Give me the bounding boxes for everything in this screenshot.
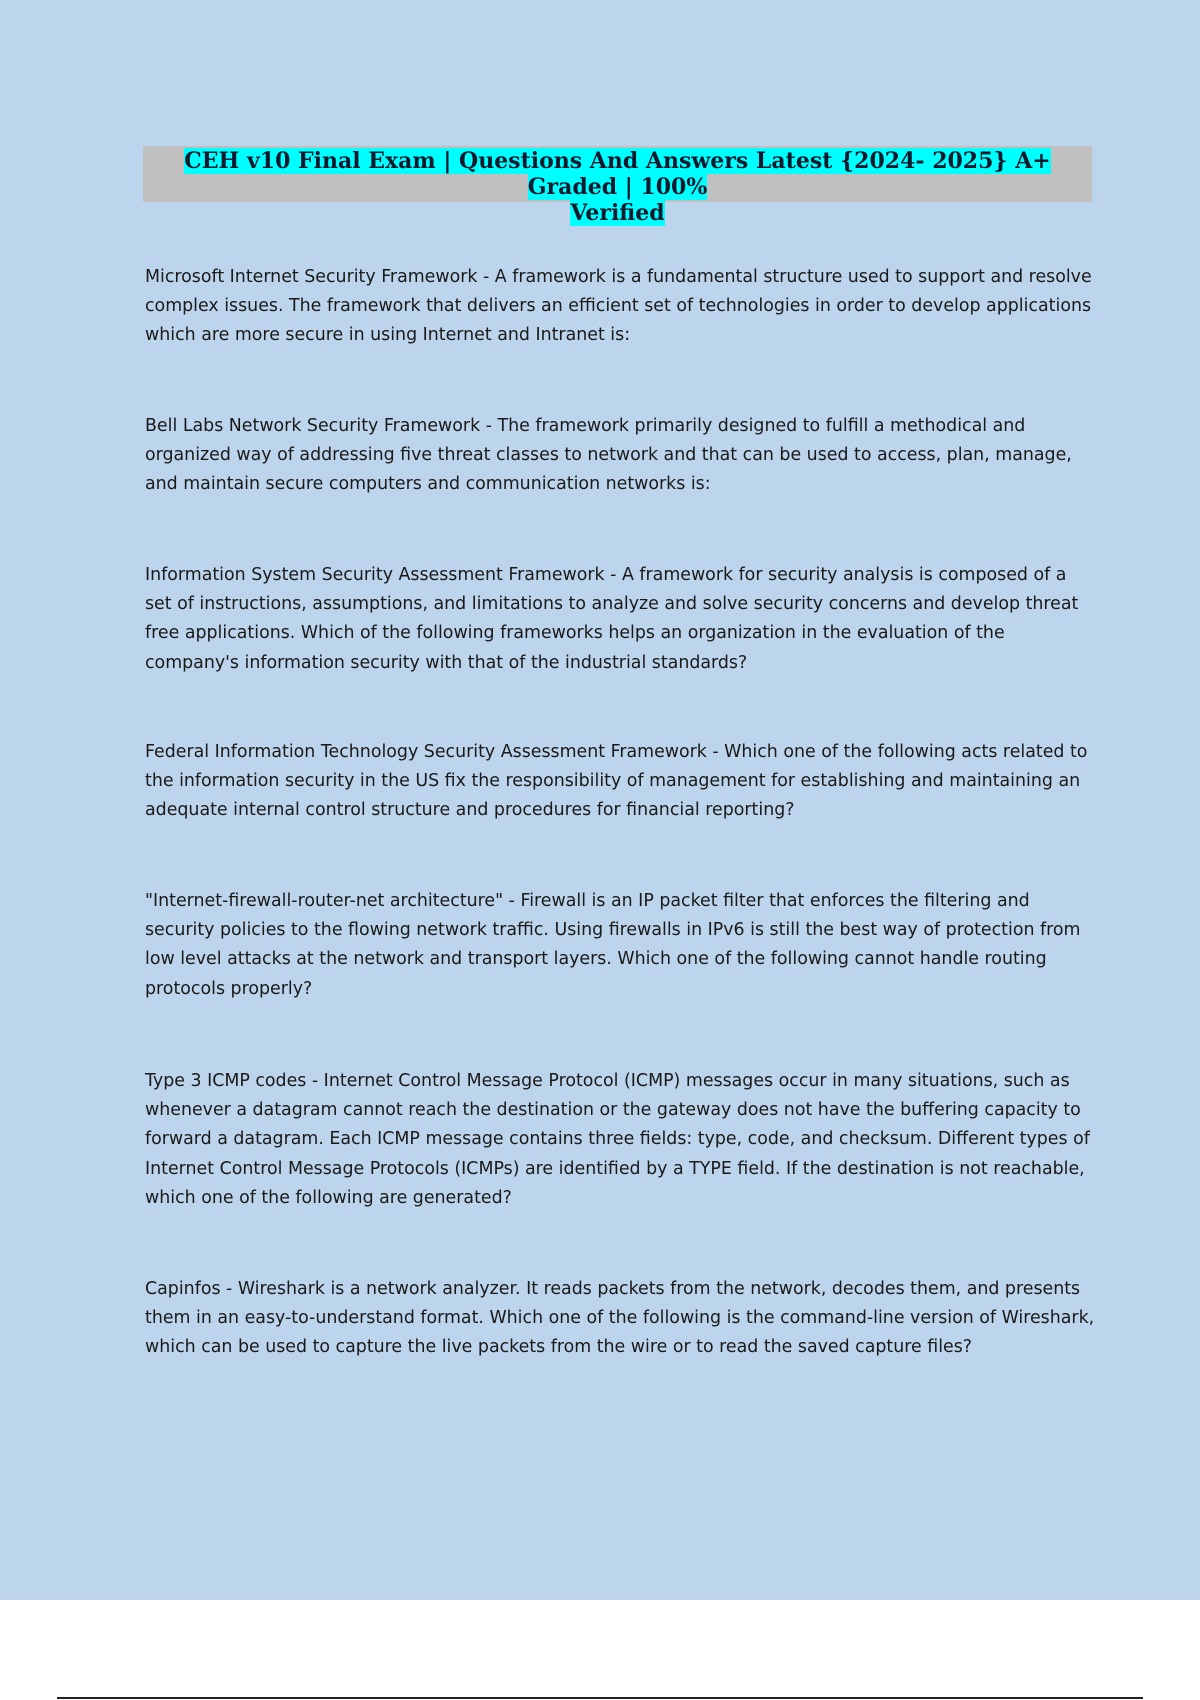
qa-item [145,412,1097,500]
qa-item [145,1275,1097,1363]
qa-text: Bell Labs Network Security Framework - The framework primarily designed to fulfill a methodical and organized way of addressing five threat classes to network and that can be used to access, plan, manage, and maintain secure computers and communication networks is: [145,416,1072,495]
qa-item [145,1067,1097,1213]
title-line-1: CEH v10 Final Exam | Questions And Answers Latest {2024- 2025} A+ Graded | 100% [184,148,1051,200]
qa-item [145,561,1097,678]
qa-text: Type 3 ICMP codes - Internet Control Message Protocol (ICMP) messages occur in many situations, such as whenever a datagram cannot reach the destination or the gateway does not have the buffering capacity to forward a datagram. Each ICMP message contains three fields: type, code, and checksum. Different types of Internet Control Message Protocols (ICMPs) are identified by a TYPE field. If the destination is not reachable, which one of the following are generated? [145,1071,1090,1208]
qa-text: Federal Information Technology Security Assessment Framework - Which one of the following acts related to the information security in the US fix the responsibility of management for establishing and maintaining an adequate internal control structure and procedures for financial reporting? [145,742,1088,821]
qa-item [145,263,1097,351]
qa-text: "Internet-firewall-router-net architecture" - Firewall is an IP packet filter that enforces the filtering and security policies to the flowing network traffic. Using firewalls in IPv6 is still the best way of protection from low level attacks at the network and transport layers. Which one of the following cannot handle routing protocols properly? [145,891,1081,999]
qa-text: Microsoft Internet Security Framework - A framework is a fundamental structure used to support and resolve complex issues. The framework that delivers an efficient set of technologies in order to develop applications which are more secure in using Internet and Intranet is: [145,267,1092,346]
qa-item [145,887,1097,1004]
qa-item [145,738,1097,826]
document-title [143,146,1092,226]
qa-text: Information System Security Assessment Framework - A framework for security analysis is composed of a set of instructions, assumptions, and limitations to analyze and solve security concerns and develop threat free applications. Which of the following frameworks helps an organization in the evaluation of the company's information security with that of the industrial standards? [145,565,1079,673]
qa-text: Capinfos - Wireshark is a network analyzer. It reads packets from the network, decodes them, and presents them in an easy-to-understand format. Which one of the following is the command-line version of Wireshark, which can be used to capture the live packets from the wire or to read the saved capture files? [145,1279,1095,1358]
title-line-2: Verified [570,200,665,226]
footer-divider [57,1697,1143,1699]
